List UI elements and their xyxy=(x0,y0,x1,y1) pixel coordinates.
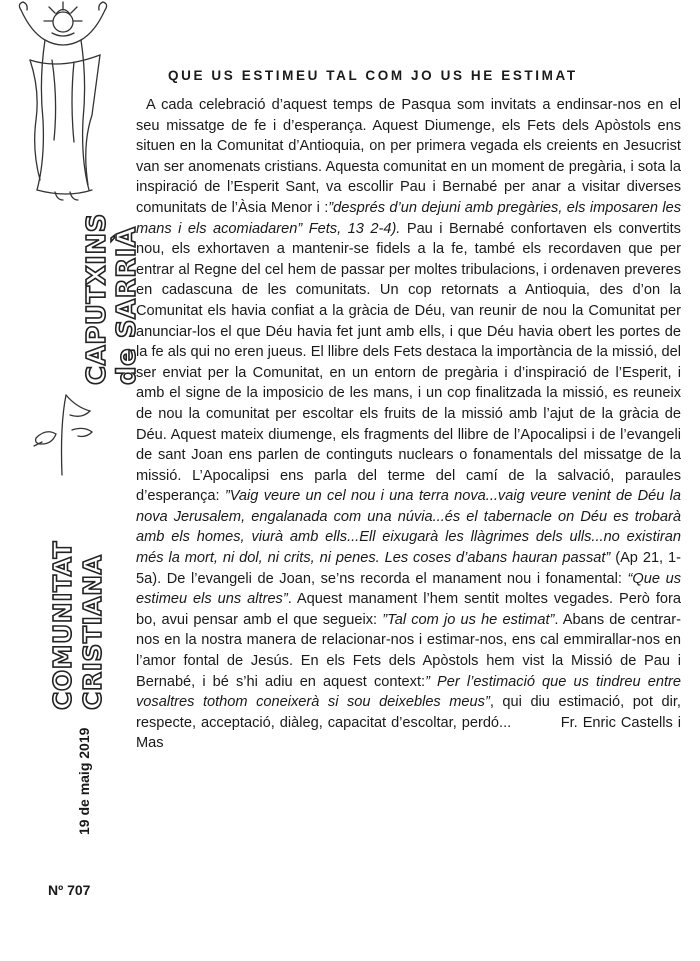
group-name-line1: COMUNITAT xyxy=(48,540,77,710)
sidebar xyxy=(0,0,140,961)
author-signature: Fr. Enric Castells i Mas xyxy=(136,714,681,752)
issue-number: Nº 707 xyxy=(48,882,91,898)
risen-christ-illustration xyxy=(0,0,150,220)
hands-dove-icon xyxy=(28,390,98,480)
group-name-line2: CRISTIANA xyxy=(78,554,107,710)
org-name-line1: CAPUTXINS xyxy=(82,213,112,385)
article-paragraph: A cada celebració d’aquest temps de Pasqua som invitats a endinsar-nos en el seu missatge de fe i d’esperança. Aquest Diumenge, els Fets dels Apòstols ens situen en la Comunitat d’Antioquia, on per primera vegada els creients en Jesucrist van ser anomenats cristians. Aquesta comunitat en un moment de pregària, i sota la inspiració de l’Esperit Sant, va escollir Pau i Bernabé per anar a visitar diverses comunitats de l’Àsia Menor i :”després d’un dejuni amb pregàries, els imposaren les mans i els acomiadaren” Fets, 13 2-4). Pau i Bernabé confortaven els convertits nou, els exhortaven a mantenir-se fidels a la fe, també els recordaven que per entrar al Regne del cel hem de passar per moltes tribulacions, i ordenaven preveres en cadascuna de les comunitats. Un cop retornats a Antioquia, des d’on la Comunitat els havia confiat a la gràcia de Déu, van reunir de nou la Comunitat per anunciar-los el que Déu havia fet junt amb ells, i que Déu havia obert les portes de la fe als qui no eren jueus. El llibre dels Fets destaca la importància de la missió, del ser enviat per la Comunitat, en un entorn de pregària i d’inspiració de l’Esperit, i amb el signe de la imposicio de les mans, i un cop finalitzada la missió, es reuneix de nou la comunitat per escoltar els fruits de la missió amb l’ajut de la gràcia de Déu. Aquest mateix diumenge, els fragments del llibre de l’Apocalipsi i de l’evangeli de sant Joan ens parlen de continguts nuclears o fonamentals del missatge de la missió. L’Apocalipsi ens parla del terme del camí de la salvació, paraules d’esperança: ”Vaig veure un cel nou i una terra nova...vaig veure venint de Déu la nova Jerusalem, engalanada com una núvia...és el tabernacle on Déu es trobarà amb els homes, viurà amb ells...Ell eixugarà les llàgrimes dels ulls...no existiran més la mort, ni dol, ni crits, ni penes. Les coses d’abans hauran passat” (Ap 21, 1-5a). De l’evangeli de Joan, se’ns recorda el manament nou i fonamental: “Que us estimeu els uns altres”. Aquest manament l’hem sentit moltes vegades. Però fora bo, avui pensar amb el que segueix: ”Tal com jo us he estimat”. Abans de centrar-nos en la nostra manera de relacionar-nos i estimar-nos, ens cal emmirallar-nos en l’amor fontal de Jesús. En els Fets dels Apòstols hem vist la Missió de Pau i Bernabé, i bé s’hi adiu en aquest context:” Per l’estimació que us tindreu entre vosaltres tothom coneixerà si sou deixebles meus”, qui diu estimació, pot dir, respecte, acceptació, diàleg, capacitat d’escoltar, perdó... Fr. Enric Castells i Mas xyxy=(136,97,682,752)
article-body xyxy=(136,95,681,754)
org-name-line2: de SARRIÀ xyxy=(112,226,142,385)
issue-date: 19 de maig 2019 xyxy=(76,727,92,835)
article-title: QUE US ESTIMEU TAL COM JO US HE ESTIMAT xyxy=(168,68,578,83)
